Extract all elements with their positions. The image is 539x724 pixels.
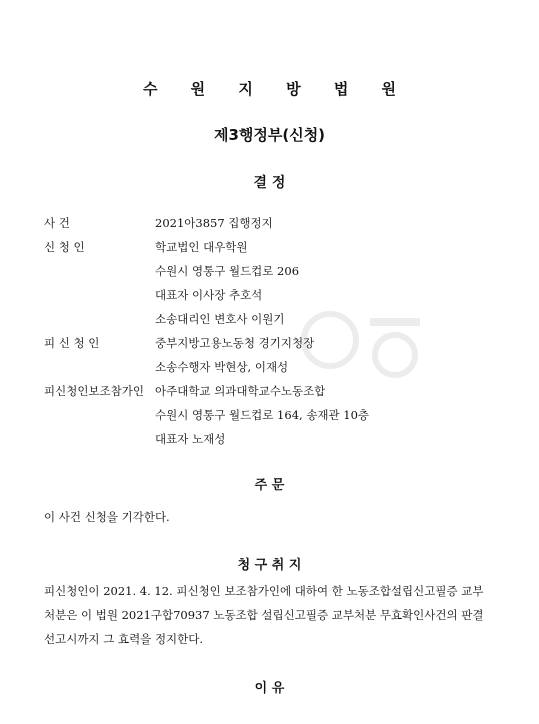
order-title: 주 문 bbox=[254, 478, 285, 493]
order-text: 이 사건 신청을 기각한다. bbox=[44, 510, 170, 524]
applicant-representative: 대표자 이사장 추호석 bbox=[155, 288, 263, 302]
court-name: 수 원 지 방 법 원 bbox=[142, 80, 411, 98]
applicant-attorney: 소송대리인 변호사 이원기 bbox=[155, 312, 285, 326]
court-watermark bbox=[300, 300, 430, 390]
claim-title: 청 구 취 지 bbox=[237, 558, 302, 573]
applicant-name: 학교법인 대우학원 bbox=[155, 240, 248, 254]
case-number: 2021아3857 집행정지 bbox=[155, 216, 273, 230]
claim-line-1: 피신청인이 2021. 4. 12. 피신청인 보조참가인에 대하여 한 노동조합설립신고필증 교부 bbox=[44, 584, 484, 598]
intervenor-representative: 대표자 노재성 bbox=[155, 432, 226, 446]
applicant-label: 신 청 인 bbox=[44, 240, 85, 254]
intervenor-label: 피신청인보조참가인 bbox=[44, 384, 144, 398]
respondent-agents: 소송수행자 박현상, 이재성 bbox=[155, 360, 289, 374]
claim-line-2: 처분은 이 법원 2021구합70937 노동조합 설립신고필증 교부처분 무효확인사건의 판결 bbox=[44, 608, 484, 622]
intervenor-name: 아주대학교 의과대학교수노동조합 bbox=[155, 384, 326, 398]
case-label: 사 건 bbox=[44, 216, 70, 230]
intervenor-address: 수원시 영통구 월드컵로 164, 송재관 10층 bbox=[155, 408, 370, 422]
claim-line-3: 선고시까지 그 효력을 정지한다. bbox=[44, 632, 204, 646]
respondent-name: 중부지방고용노동청 경기지청장 bbox=[155, 336, 315, 350]
respondent-label: 피 신 청 인 bbox=[44, 336, 100, 350]
applicant-address: 수원시 영통구 월드컵로 206 bbox=[155, 264, 300, 278]
reasons-title: 이 유 bbox=[254, 681, 285, 696]
division-name: 제3행정부(신청) bbox=[213, 126, 326, 144]
decision-title: 결 정 bbox=[253, 175, 286, 191]
